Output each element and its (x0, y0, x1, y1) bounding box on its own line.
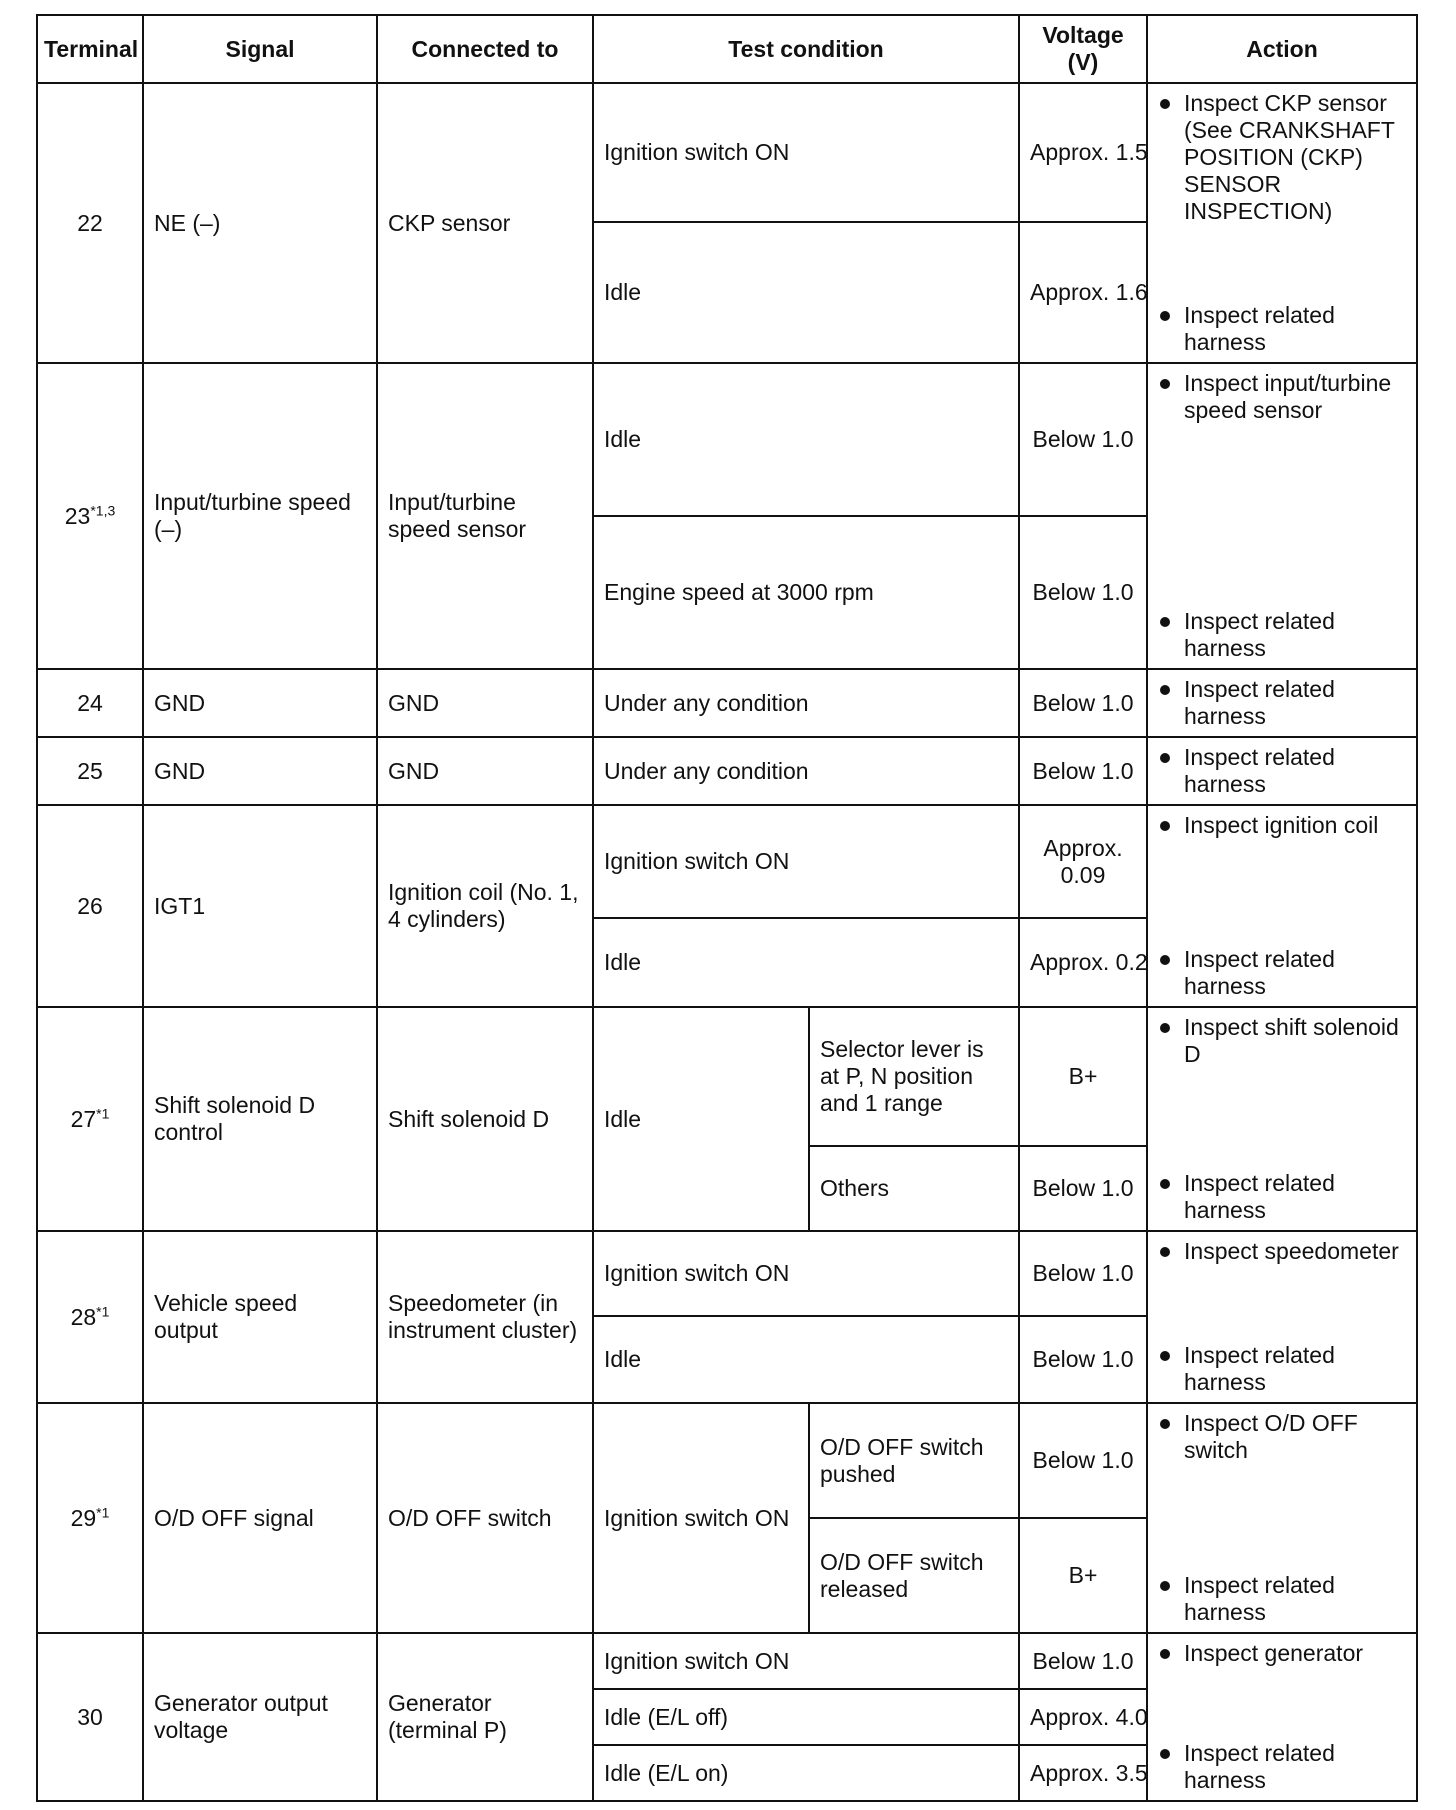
bullet-icon (1160, 617, 1170, 627)
action-cell (1147, 1231, 1417, 1403)
action-item (1156, 1014, 1410, 1068)
bullet-icon (1160, 1649, 1170, 1659)
action-text: Inspect related harness (1184, 744, 1335, 797)
test-condition-cell: Idle (E/L off) (593, 1689, 1019, 1745)
action-text: Inspect CKP sensor (See CRANKSHAFT POSITION (CKP) SENSOR INSPECTION) (1184, 90, 1395, 224)
action-item (1156, 1342, 1410, 1396)
test-condition-cell: Engine speed at 3000 rpm (593, 516, 1019, 669)
test-condition-cell: Idle (593, 1316, 1019, 1403)
action-item (1156, 1170, 1410, 1224)
action-item (1156, 1238, 1410, 1265)
voltage-cell: Below 1.0 (1019, 1403, 1147, 1518)
terminal-cell (37, 1007, 143, 1231)
table-row (37, 1231, 1417, 1316)
connected-cell: Ignition coil (No. 1, 4 cylinders) (377, 805, 593, 1007)
terminal-footnote: *1,3 (90, 501, 116, 518)
bullet-icon (1160, 1179, 1170, 1189)
test-condition-cell: Idle (593, 222, 1019, 363)
action-text: Inspect related harness (1184, 1170, 1335, 1223)
header-signal: Signal (143, 15, 377, 83)
bullet-icon (1160, 1749, 1170, 1759)
bullet-icon (1160, 1581, 1170, 1591)
voltage-cell: Below 1.0 (1019, 1633, 1147, 1689)
action-item (1156, 90, 1410, 225)
header-voltage-unit: (V) (1067, 49, 1099, 75)
voltage-cell: Below 1.0 (1019, 363, 1147, 516)
table-row (37, 1403, 1417, 1518)
bullet-icon (1160, 955, 1170, 965)
action-text: Inspect related harness (1184, 608, 1335, 661)
action-cell (1147, 83, 1417, 363)
terminal-cell (37, 1231, 143, 1403)
terminal-cell (37, 83, 143, 363)
action-text: Inspect generator (1184, 1640, 1364, 1666)
header-connected-to: Connected to (377, 15, 593, 83)
test-condition-cell: O/D OFF switch pushed (809, 1403, 1019, 1518)
signal-cell: Vehicle speed output (143, 1231, 377, 1403)
test-condition-cell: Ignition switch ON (593, 1633, 1019, 1689)
terminal-number: 27 (70, 1105, 97, 1132)
table-row (37, 83, 1417, 222)
signal-cell: NE (–) (143, 83, 377, 363)
action-text: Inspect ignition coil (1184, 812, 1379, 838)
connected-cell: CKP sensor (377, 83, 593, 363)
header-voltage-label: Voltage (1042, 22, 1124, 48)
bullet-icon (1160, 1247, 1170, 1257)
test-condition-cell: Idle (E/L on) (593, 1745, 1019, 1801)
connected-cell: GND (377, 669, 593, 737)
terminal-number: 26 (77, 892, 103, 919)
voltage-cell: Below 1.0 (1019, 669, 1147, 737)
voltage-cell: B+ (1019, 1007, 1147, 1146)
test-condition-cell: Idle (593, 918, 1019, 1007)
action-item (1156, 676, 1410, 730)
header-action: Action (1147, 15, 1417, 83)
action-item (1156, 302, 1410, 356)
terminal-cell (37, 669, 143, 737)
table-row (37, 1633, 1417, 1689)
terminal-cell (37, 805, 143, 1007)
terminal-cell (37, 737, 143, 805)
bullet-icon (1160, 1023, 1170, 1033)
signal-cell: Input/turbine speed (–) (143, 363, 377, 669)
bullet-icon (1160, 753, 1170, 763)
header-test-condition: Test condition (593, 15, 1019, 83)
bullet-icon (1160, 685, 1170, 695)
voltage-cell: Approx. 4.0 (1019, 1689, 1147, 1745)
terminal-cell (37, 1403, 143, 1633)
signal-cell: O/D OFF signal (143, 1403, 377, 1633)
action-cell (1147, 1007, 1417, 1231)
voltage-cell: Below 1.0 (1019, 1146, 1147, 1231)
test-condition-cell: Ignition switch ON (593, 1231, 1019, 1316)
voltage-cell: Approx. 1.5 (1019, 83, 1147, 222)
table-row (37, 737, 1417, 805)
bullet-icon (1160, 1351, 1170, 1361)
action-text: Inspect related harness (1184, 676, 1335, 729)
voltage-cell: Approx. 1.6 (1019, 222, 1147, 363)
header-row (37, 15, 1417, 83)
terminal-number: 24 (77, 689, 103, 716)
voltage-cell: Below 1.0 (1019, 516, 1147, 669)
test-condition-cell: Ignition switch ON (593, 805, 1019, 918)
voltage-cell: Below 1.0 (1019, 1231, 1147, 1316)
connected-cell: Generator (terminal P) (377, 1633, 593, 1801)
action-item (1156, 744, 1410, 798)
signal-cell: GND (143, 669, 377, 737)
terminal-number: 22 (77, 209, 103, 236)
action-item (1156, 370, 1410, 424)
action-cell (1147, 669, 1417, 737)
terminal-number: 30 (77, 1703, 103, 1730)
action-text: Inspect related harness (1184, 1740, 1335, 1793)
action-text: Inspect input/turbine speed sensor (1184, 370, 1392, 423)
action-cell (1147, 737, 1417, 805)
action-item (1156, 1640, 1410, 1667)
action-item (1156, 608, 1410, 662)
connected-cell: Shift solenoid D (377, 1007, 593, 1231)
table-row (37, 1007, 1417, 1146)
connected-cell: Input/turbine speed sensor (377, 363, 593, 669)
header-terminal: Terminal (37, 15, 143, 83)
action-text: Inspect related harness (1184, 302, 1335, 355)
test-condition-cell: O/D OFF switch released (809, 1518, 1019, 1633)
action-item (1156, 812, 1410, 839)
terminal-cell (37, 363, 143, 669)
action-item (1156, 1572, 1410, 1626)
action-item (1156, 1740, 1410, 1794)
connected-cell: GND (377, 737, 593, 805)
signal-cell: Shift solenoid D control (143, 1007, 377, 1231)
test-condition-cell: Idle (593, 363, 1019, 516)
bullet-icon (1160, 1419, 1170, 1429)
terminal-footnote: *1 (96, 1302, 110, 1319)
action-item (1156, 946, 1410, 1000)
action-text: Inspect speedometer (1184, 1238, 1399, 1264)
terminal-voltage-table-container (36, 14, 1416, 1802)
voltage-cell: Approx. 3.5 (1019, 1745, 1147, 1801)
action-cell (1147, 1633, 1417, 1801)
voltage-cell: Below 1.0 (1019, 1316, 1147, 1403)
signal-cell: IGT1 (143, 805, 377, 1007)
action-cell (1147, 363, 1417, 669)
terminal-number: 25 (77, 757, 103, 784)
signal-cell: Generator output voltage (143, 1633, 377, 1801)
bullet-icon (1160, 379, 1170, 389)
action-text: Inspect O/D OFF switch (1184, 1410, 1358, 1463)
connected-cell: Speedometer (in instrument cluster) (377, 1231, 593, 1403)
table-row (37, 805, 1417, 918)
test-condition-cell: Ignition switch ON (593, 83, 1019, 222)
bullet-icon (1160, 821, 1170, 831)
terminal-number: 23 (64, 502, 91, 529)
terminal-footnote: *1 (96, 1104, 110, 1121)
test-condition-cell: Under any condition (593, 737, 1019, 805)
bullet-icon (1160, 311, 1170, 321)
test-group-cell: Idle (593, 1007, 809, 1231)
table-row (37, 363, 1417, 516)
test-condition-cell: Selector lever is at P, N position and 1 range (809, 1007, 1019, 1146)
test-condition-cell: Under any condition (593, 669, 1019, 737)
signal-cell: GND (143, 737, 377, 805)
voltage-cell: B+ (1019, 1518, 1147, 1633)
terminal-number: 29 (70, 1504, 97, 1531)
test-group-cell: Ignition switch ON (593, 1403, 809, 1633)
action-text: Inspect shift solenoid D (1184, 1014, 1399, 1067)
header-voltage (1019, 15, 1147, 83)
action-text: Inspect related harness (1184, 1342, 1335, 1395)
terminal-cell (37, 1633, 143, 1801)
voltage-cell: Below 1.0 (1019, 737, 1147, 805)
terminal-voltage-table (36, 14, 1418, 1802)
action-text: Inspect related harness (1184, 1572, 1335, 1625)
connected-cell: O/D OFF switch (377, 1403, 593, 1633)
voltage-cell: Approx. 0.09 (1019, 805, 1147, 918)
action-item (1156, 1410, 1410, 1464)
test-condition-cell: Others (809, 1146, 1019, 1231)
terminal-number: 28 (70, 1303, 97, 1330)
action-cell (1147, 1403, 1417, 1633)
action-cell (1147, 805, 1417, 1007)
voltage-cell: Approx. 0.2 (1019, 918, 1147, 1007)
table-row (37, 669, 1417, 737)
bullet-icon (1160, 99, 1170, 109)
action-text: Inspect related harness (1184, 946, 1335, 999)
terminal-footnote: *1 (96, 1503, 110, 1520)
